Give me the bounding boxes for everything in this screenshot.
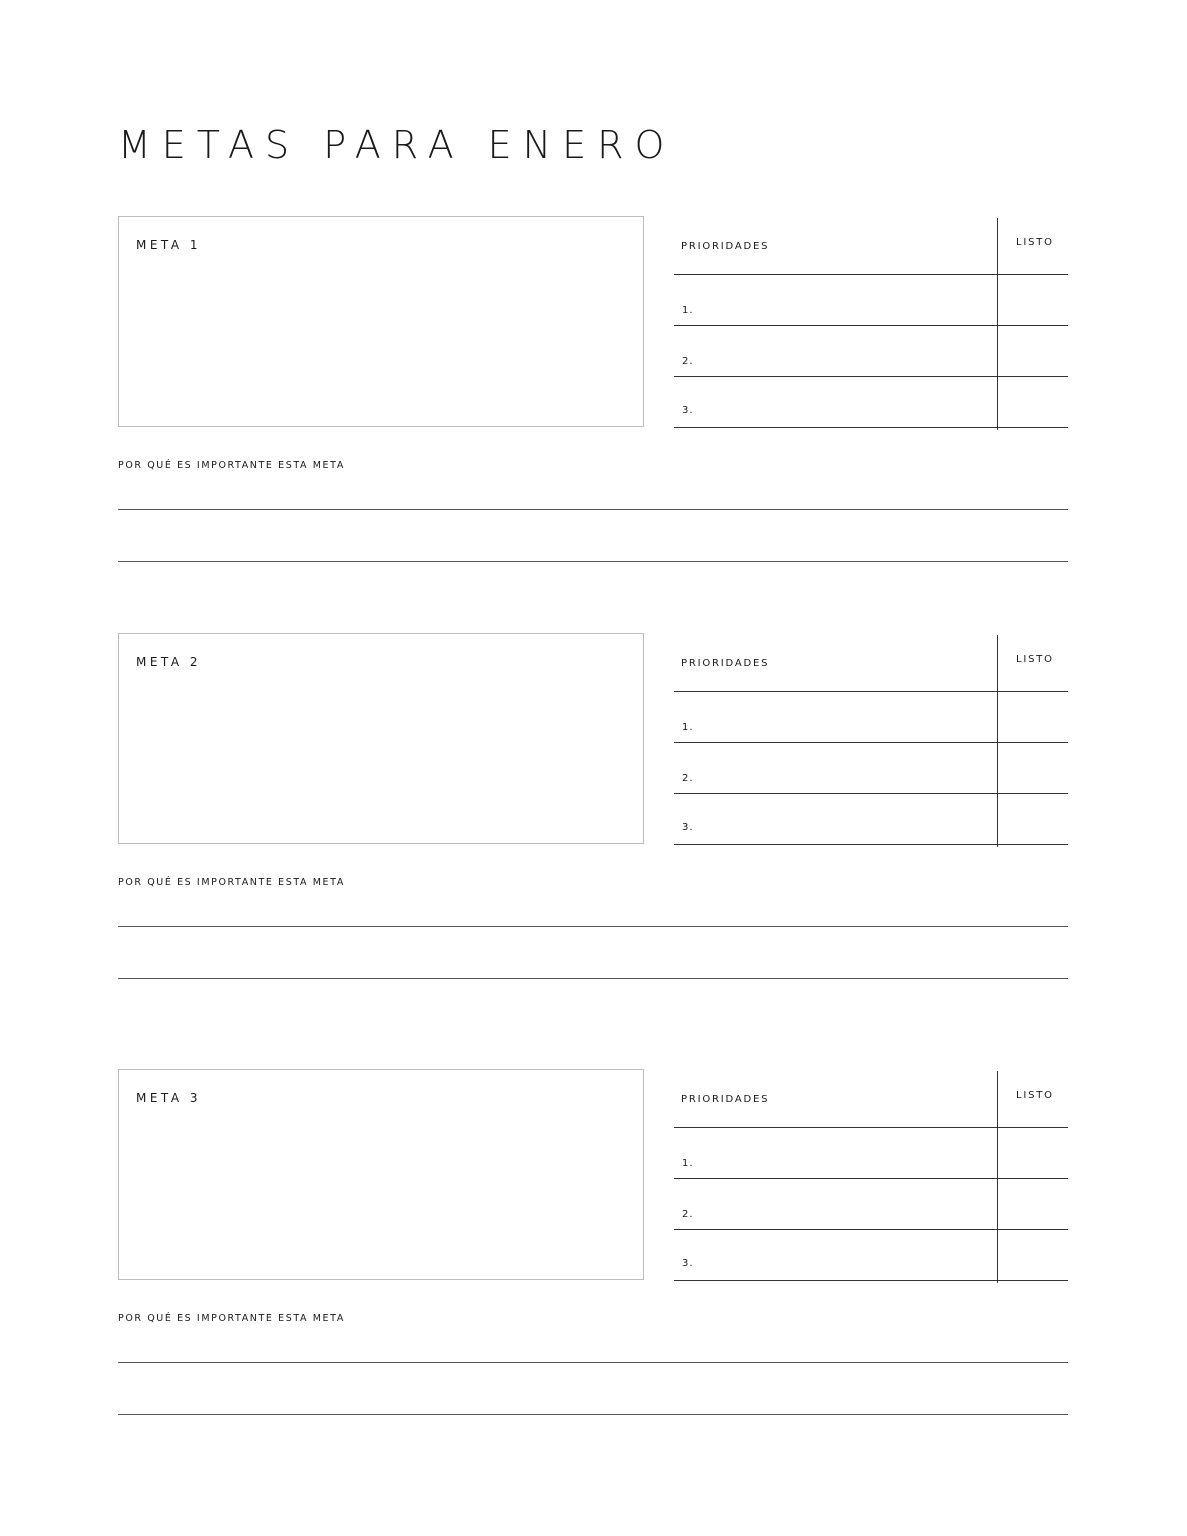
header-divider xyxy=(674,274,1068,275)
done-header: LISTO xyxy=(1016,654,1054,665)
priority-row-number: 2. xyxy=(682,773,694,784)
column-divider xyxy=(997,635,998,847)
goal-section-1 xyxy=(0,216,1187,576)
goal-label: META 1 xyxy=(136,238,201,252)
row-divider[interactable] xyxy=(674,325,1068,326)
priority-row-number: 1. xyxy=(682,722,694,733)
column-divider xyxy=(997,218,998,430)
done-header: LISTO xyxy=(1016,237,1054,248)
writing-line[interactable] xyxy=(118,978,1068,979)
done-header: LISTO xyxy=(1016,1090,1054,1101)
priorities-header: PRIORIDADES xyxy=(681,1094,770,1105)
priority-row-number: 2. xyxy=(682,356,694,367)
row-divider[interactable] xyxy=(674,376,1068,377)
priorities-table xyxy=(674,1071,1068,1283)
goal-box[interactable] xyxy=(118,1069,644,1280)
priority-row-number: 2. xyxy=(682,1209,694,1220)
priorities-header: PRIORIDADES xyxy=(681,241,770,252)
priority-row-number: 1. xyxy=(682,305,694,316)
priority-row-number: 3. xyxy=(682,822,694,833)
goal-label: META 3 xyxy=(136,1091,201,1105)
why-label: POR QUÉ ES IMPORTANTE ESTA META xyxy=(118,460,345,471)
writing-line[interactable] xyxy=(118,509,1068,510)
writing-line[interactable] xyxy=(118,926,1068,927)
writing-line[interactable] xyxy=(118,1362,1068,1363)
row-divider[interactable] xyxy=(674,1280,1068,1281)
column-divider xyxy=(997,1071,998,1283)
row-divider[interactable] xyxy=(674,1229,1068,1230)
goal-section-2 xyxy=(0,633,1187,993)
priority-row-number: 3. xyxy=(682,1258,694,1269)
priorities-table xyxy=(674,218,1068,430)
goal-box[interactable] xyxy=(118,216,644,427)
row-divider[interactable] xyxy=(674,1178,1068,1179)
priorities-header: PRIORIDADES xyxy=(681,658,770,669)
goal-box[interactable] xyxy=(118,633,644,844)
row-divider[interactable] xyxy=(674,742,1068,743)
priority-row-number: 3. xyxy=(682,405,694,416)
header-divider xyxy=(674,691,1068,692)
page-title: METAS PARA ENERO xyxy=(118,123,676,167)
priority-row-number: 1. xyxy=(682,1158,694,1169)
why-label: POR QUÉ ES IMPORTANTE ESTA META xyxy=(118,1313,345,1324)
goal-section-3 xyxy=(0,1069,1187,1429)
goal-label: META 2 xyxy=(136,655,201,669)
row-divider[interactable] xyxy=(674,793,1068,794)
header-divider xyxy=(674,1127,1068,1128)
priorities-table xyxy=(674,635,1068,847)
writing-line[interactable] xyxy=(118,561,1068,562)
row-divider[interactable] xyxy=(674,427,1068,428)
why-label: POR QUÉ ES IMPORTANTE ESTA META xyxy=(118,877,345,888)
row-divider[interactable] xyxy=(674,844,1068,845)
writing-line[interactable] xyxy=(118,1414,1068,1415)
